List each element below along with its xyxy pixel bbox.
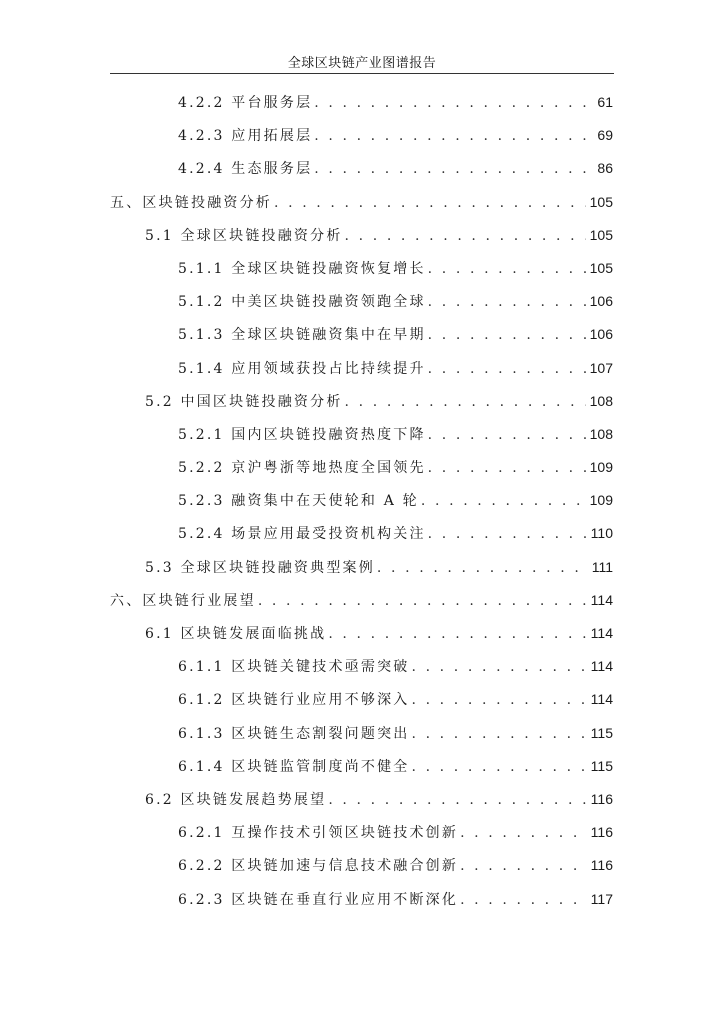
toc-entry-page-number: 115 (590, 757, 613, 774)
toc-entry-page-number: 111 (591, 558, 613, 575)
toc-entry-row (178, 818, 613, 847)
toc-entry-page-number: 109 (589, 492, 613, 509)
page-header-title: 全球区块链产业图谱报告 (287, 56, 437, 71)
toc-entry[interactable] (0, 553, 724, 586)
toc-entry-label: 4.2.2 平台服务层 (178, 95, 313, 111)
toc-entry-label: 5.2.2 京沪粤浙等地热度全国领先 (178, 460, 426, 477)
table-of-contents (0, 88, 724, 918)
toc-entry-page-number: 117 (590, 890, 613, 907)
toc-entry-label: 5.1.3 全球区块链融资集中在早期 (178, 327, 426, 344)
toc-entry[interactable] (0, 652, 724, 685)
toc-entry-page-number: 114 (590, 691, 613, 708)
toc-entry[interactable] (0, 387, 724, 420)
toc-entry-label: 5.3 全球区块链投融资典型案例 (145, 559, 375, 576)
toc-entry-page-number: 69 (597, 127, 613, 144)
toc-entry-row (178, 354, 613, 383)
toc-leader-dots (428, 454, 586, 482)
toc-entry-row (178, 885, 613, 914)
toc-entry-row (178, 420, 613, 449)
toc-entry[interactable] (0, 785, 724, 818)
header-divider (110, 73, 614, 74)
toc-entry-label: 6.2.1 互操作技术引领区块链技术创新 (178, 825, 459, 842)
toc-entry[interactable] (0, 486, 724, 519)
toc-entry-page-number: 106 (589, 326, 613, 343)
toc-entry[interactable] (0, 885, 724, 918)
toc-entry-label: 4.2.4 生态服务层 (178, 161, 313, 178)
toc-entry[interactable] (0, 851, 724, 884)
toc-entry-label: 5.1.2 中美区块链投融资领跑全球 (178, 294, 426, 311)
toc-entry-label: 6.2 区块链发展趋势展望 (145, 791, 327, 808)
toc-entry[interactable] (0, 453, 724, 486)
toc-leader-dots (428, 321, 586, 349)
toc-entry-row (178, 752, 613, 781)
toc-leader-dots (345, 388, 586, 416)
toc-entry[interactable] (0, 121, 724, 154)
toc-entry-row (178, 121, 613, 150)
toc-entry-row (178, 320, 613, 349)
toc-entry-page-number: 105 (589, 259, 613, 276)
toc-entry-row (178, 652, 613, 681)
toc-entry-page-number: 107 (589, 359, 613, 376)
toc-leader-dots (314, 89, 593, 117)
toc-leader-dots (328, 786, 586, 814)
toc-entry-page-number: 115 (590, 724, 613, 741)
toc-leader-dots (345, 222, 586, 250)
toc-entry-row (145, 553, 613, 582)
toc-leader-dots (460, 852, 587, 880)
toc-entry[interactable] (0, 254, 724, 287)
toc-leader-dots (428, 355, 586, 383)
toc-entry-row (110, 586, 613, 615)
toc-entry-page-number: 86 (597, 160, 613, 177)
toc-entry-label: 5.2.4 场景应用最受投资机构关注 (178, 526, 426, 543)
toc-leader-dots (411, 653, 586, 681)
toc-entry[interactable] (0, 685, 724, 718)
toc-entry[interactable] (0, 818, 724, 851)
toc-entry-label: 6.1.3 区块链生态割裂问题突出 (178, 725, 410, 742)
toc-entry-row (178, 685, 613, 714)
toc-leader-dots (314, 122, 593, 150)
toc-entry-label: 5.2 中国区块链投融资分析 (145, 393, 343, 410)
toc-leader-dots (421, 487, 586, 515)
toc-entry-page-number: 116 (590, 790, 613, 807)
toc-entry-row (145, 221, 613, 250)
toc-entry-page-number: 106 (589, 293, 613, 310)
toc-entry-row (178, 154, 613, 183)
toc-entry-row (178, 287, 613, 316)
toc-leader-dots (314, 155, 593, 183)
toc-entry-row (178, 851, 613, 880)
toc-entry[interactable] (0, 752, 724, 785)
toc-leader-dots (411, 753, 586, 781)
toc-leader-dots (460, 819, 587, 847)
toc-entry-label: 六、区块链行业展望 (110, 592, 256, 609)
toc-entry-row (178, 88, 613, 117)
toc-entry-label: 5.1.4 应用领域获投占比持续提升 (178, 360, 426, 377)
toc-entry-label: 4.2.3 应用拓展层 (178, 128, 313, 145)
toc-entry-label: 6.1.4 区块链监管制度尚不健全 (178, 758, 410, 775)
toc-entry[interactable] (0, 354, 724, 387)
toc-entry-label: 6.1.2 区块链行业应用不够深入 (178, 692, 410, 709)
toc-entry-page-number: 114 (590, 591, 613, 608)
toc-entry-label: 6.2.2 区块链加速与信息技术融合创新 (178, 858, 459, 875)
toc-entry-label: 6.1 区块链发展面临挑战 (145, 626, 327, 642)
toc-entry-page-number: 110 (590, 525, 613, 542)
toc-leader-dots (258, 587, 587, 615)
toc-entry-page-number: 108 (589, 425, 613, 442)
toc-entry-row (178, 519, 613, 548)
toc-entry-page-number: 116 (590, 824, 613, 841)
toc-leader-dots (428, 421, 586, 449)
toc-entry-row (145, 785, 613, 814)
toc-leader-dots (328, 620, 586, 648)
toc-entry-label: 5.2.1 国内区块链投融资热度下降 (178, 426, 426, 443)
toc-entry-row (178, 486, 613, 515)
toc-entry-page-number: 109 (589, 459, 613, 476)
toc-leader-dots (411, 720, 586, 748)
toc-entry-page-number: 105 (589, 193, 613, 210)
toc-entry[interactable] (0, 719, 724, 752)
toc-entry-label: 5.2.3 融资集中在天使轮和 A 轮 (178, 493, 419, 510)
toc-entry-row (178, 453, 613, 482)
toc-entry-row (145, 619, 613, 648)
toc-entry-row (178, 254, 613, 283)
toc-leader-dots (460, 886, 587, 914)
toc-entry-label: 6.1.1 区块链关键技术亟需突破 (178, 659, 410, 676)
toc-entry-label: 五、区块链投融资分析 (110, 194, 272, 211)
toc-entry[interactable] (0, 586, 724, 619)
toc-leader-dots (428, 288, 586, 316)
toc-leader-dots (274, 189, 586, 217)
toc-leader-dots (428, 520, 587, 548)
toc-entry-page-number: 116 (590, 857, 613, 874)
toc-entry[interactable] (0, 188, 724, 221)
toc-entry-row (110, 188, 613, 217)
toc-entry-page-number: 61 (597, 94, 613, 110)
toc-leader-dots (377, 554, 588, 582)
toc-entry-page-number: 108 (589, 392, 613, 409)
toc-entry[interactable] (0, 420, 724, 453)
toc-entry-row (145, 387, 613, 416)
toc-entry[interactable] (0, 320, 724, 353)
toc-entry[interactable] (0, 519, 724, 552)
toc-leader-dots (428, 255, 586, 283)
toc-entry[interactable] (0, 287, 724, 320)
toc-leader-dots (411, 686, 586, 714)
toc-entry-page-number: 114 (590, 658, 613, 675)
toc-entry-label: 5.1 全球区块链投融资分析 (145, 227, 343, 244)
toc-entry-label: 6.2.3 区块链在垂直行业应用不断深化 (178, 891, 459, 908)
toc-entry-label: 5.1.1 全球区块链投融资恢复增长 (178, 260, 426, 277)
toc-entry[interactable] (0, 154, 724, 187)
toc-entry[interactable] (0, 619, 724, 652)
toc-entry-row (178, 719, 613, 748)
toc-entry[interactable] (0, 88, 724, 121)
toc-entry[interactable] (0, 221, 724, 254)
toc-entry-page-number: 114 (590, 625, 613, 641)
toc-entry-page-number: 105 (589, 226, 613, 243)
